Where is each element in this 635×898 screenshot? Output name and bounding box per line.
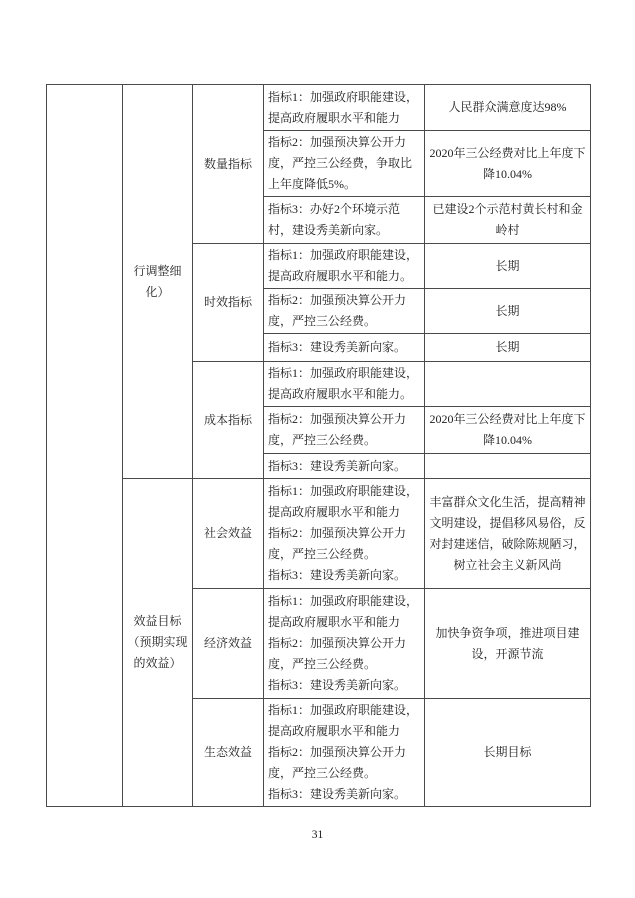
indicator-cell: 指标2：加强预决算公开力度，严控三公经费，争取比上年度降低5%。 <box>264 131 425 197</box>
section-label-social-benefit: 社会效益 <box>193 479 264 589</box>
page-number: 31 <box>311 829 324 841</box>
indicator-line: 指标3：建设秀美新向家。 <box>268 568 407 582</box>
performance-table <box>46 84 591 807</box>
value-cell: 加快争资争项，推进项目建设，开源节流 <box>425 589 591 699</box>
indicator-line: 指标1：加强政府职能建设，提高政府履职水平和能力 <box>268 594 419 629</box>
value-cell: 2020年三公经费对比上年度下降10.04% <box>425 131 591 197</box>
value-cell: 长期 <box>425 244 591 289</box>
indicator-cell: 指标1：加强政府职能建设，提高政府履职水平和能力。 <box>264 244 425 289</box>
value-cell: 长期目标 <box>425 699 591 807</box>
indicator-cell: 指标1：加强政府职能建设，提高政府履职水平和能力。 <box>264 362 425 407</box>
value-cell: 长期 <box>425 334 591 362</box>
indicator-cell: 指标1：加强政府职能建设，提高政府履职水平和能力 <box>264 85 425 131</box>
indicator-cell: 指标2：加强预决算公开力度，严控三公经费。 <box>264 289 425 334</box>
indicator-cell: 指标3：建设秀美新向家。 <box>264 334 425 362</box>
value-cell: 人民群众满意度达98% <box>425 85 591 131</box>
indicator-cell: 指标3：办好2个环境示范村，建设秀美新向家。 <box>264 197 425 244</box>
value-cell: 2020年三公经费对比上年度下降10.04% <box>425 407 591 454</box>
indicator-cell: 指标3：建设秀美新向家。 <box>264 454 425 479</box>
left-spacer-cell <box>47 85 123 807</box>
indicator-cell <box>264 699 425 807</box>
indicator-line: 指标1：加强政府职能建设，提高政府履职水平和能力 <box>268 703 419 738</box>
section-label-cost: 成本指标 <box>193 362 264 479</box>
value-cell: 长期 <box>425 289 591 334</box>
value-cell <box>425 454 591 479</box>
indicator-line: 指标2：加强预决算公开力度，严控三公经费。 <box>268 745 407 780</box>
value-cell <box>425 362 591 407</box>
value-cell: 丰富群众文化生活，提高精神文明建设，提倡移风易俗，反对封建迷信，破除陈规陋习，树立社会主义新风尚 <box>425 479 591 589</box>
indicator-line: 指标2：加强预决算公开力度，严控三公经费。 <box>268 526 407 561</box>
goal-cell-output-continued: 行调整细化） <box>123 85 193 479</box>
indicator-line: 指标2：加强预决算公开力度，严控三公经费。 <box>268 636 407 671</box>
goal-cell-benefit: 效益目标（预期实现的效益） <box>123 479 193 807</box>
indicator-line: 指标3：建设秀美新向家。 <box>268 787 407 801</box>
indicator-cell <box>264 479 425 589</box>
section-label-economic-benefit: 经济效益 <box>193 589 264 699</box>
section-label-ecological-benefit: 生态效益 <box>193 699 264 807</box>
indicator-line: 指标3：建设秀美新向家。 <box>268 678 407 692</box>
section-label-quantity: 数量指标 <box>193 85 264 244</box>
indicator-cell <box>264 589 425 699</box>
indicator-cell: 指标2：加强预决算公开力度，严控三公经费。 <box>264 407 425 454</box>
value-cell: 已建设2个示范村黄长村和金岭村 <box>425 197 591 244</box>
indicator-line: 指标1：加强政府职能建设，提高政府履职水平和能力 <box>268 484 419 519</box>
section-label-timeliness: 时效指标 <box>193 244 264 362</box>
